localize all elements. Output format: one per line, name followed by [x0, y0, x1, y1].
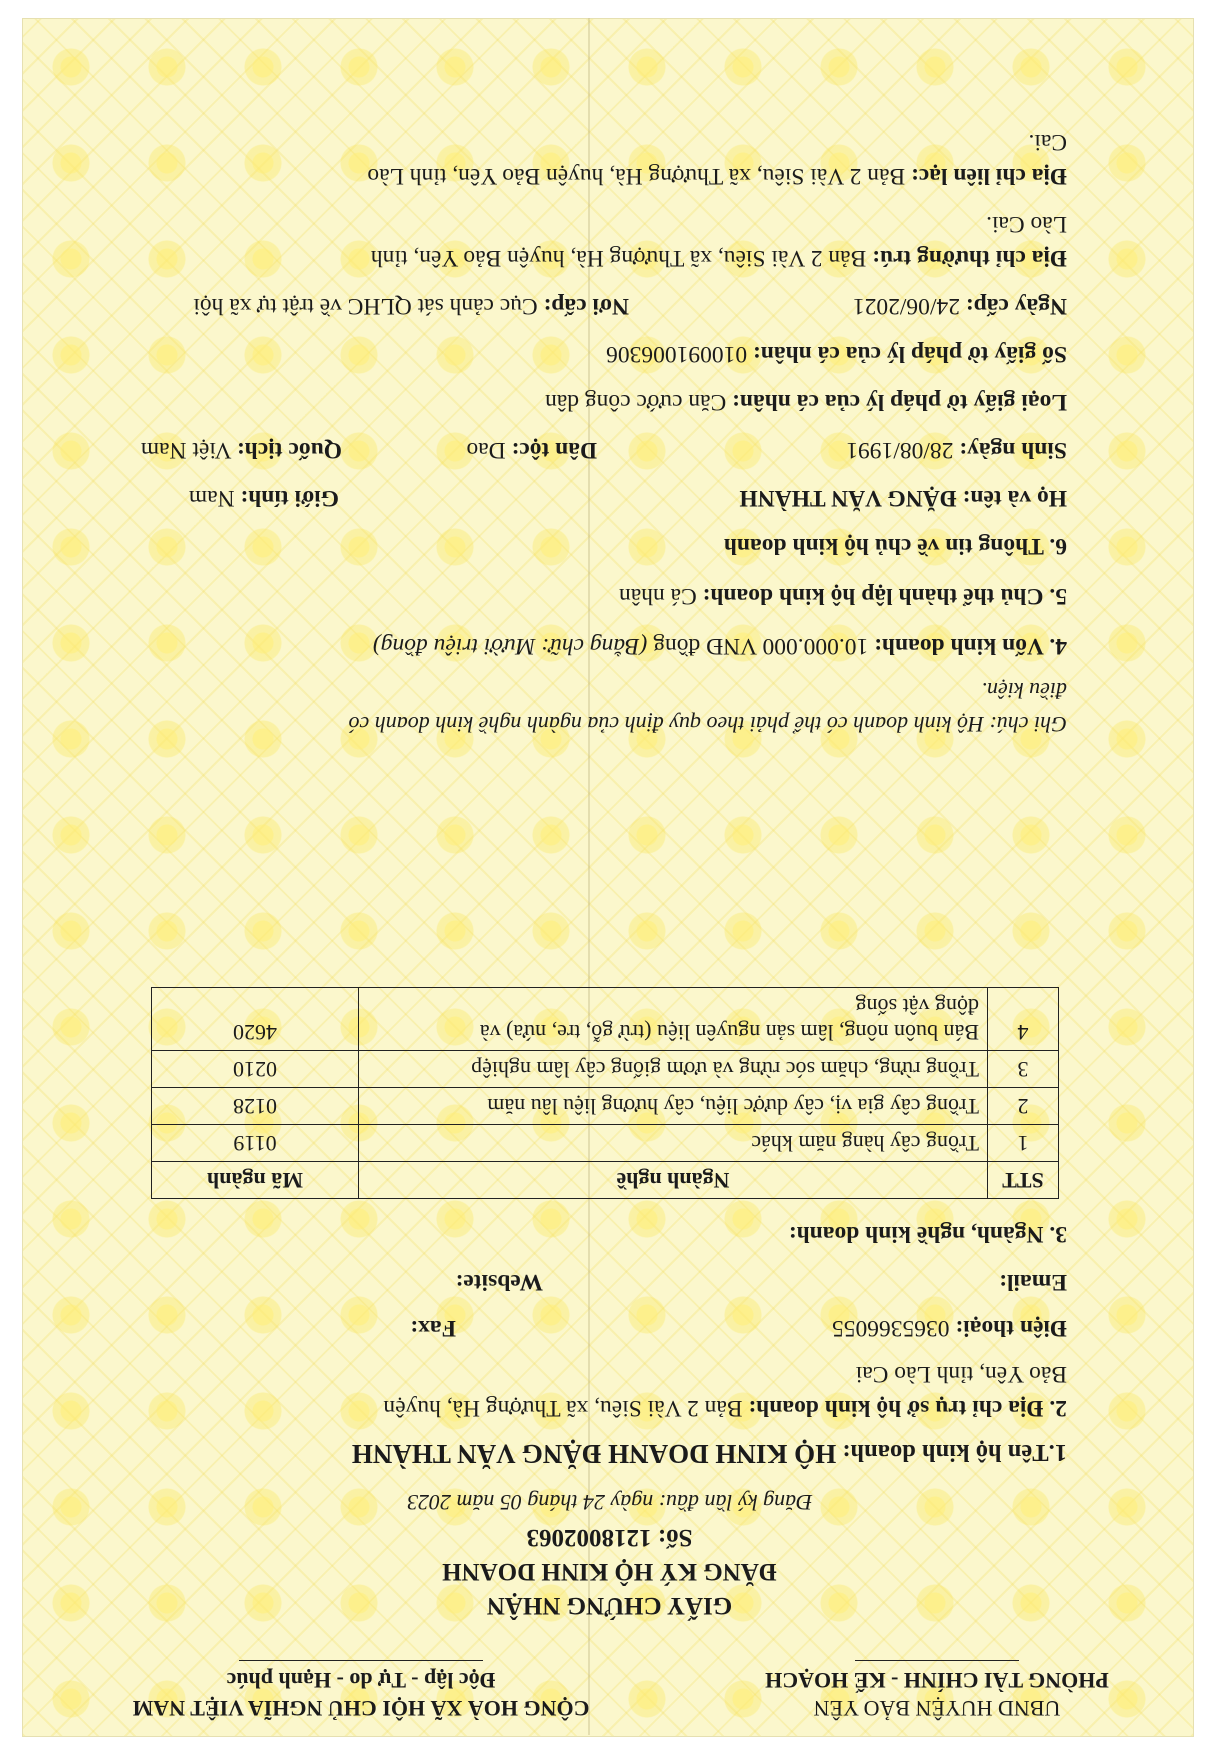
owner-gender-label: Giới tính:: [240, 485, 339, 511]
owner-idno-value: 010091006306: [606, 341, 748, 367]
business-address-value: Bản 2 Vài Siêu, xã Thượng Hà, huyện: [383, 1395, 743, 1421]
owner-contact-address-line: [367, 162, 1067, 189]
certificate-subtitle: ĐĂNG KÝ HỘ KINH DOANH: [442, 1558, 777, 1585]
owner-ethnic-line: [466, 436, 597, 463]
phone-label: Điện thoại:: [955, 1315, 1067, 1341]
business-name-line: [352, 1438, 1067, 1469]
header-right-underline: [239, 1660, 483, 1661]
row-business-line: Trồng rừng, chăm sóc rừng và ươm giống cây lâm nghiệp: [359, 1051, 988, 1088]
owner-idno-label: Số giấy tờ pháp lý của cá nhân:: [752, 341, 1067, 367]
row-code: 0119: [152, 1125, 359, 1162]
col-business-line: Ngành nghề: [359, 1162, 988, 1199]
row-code: 0128: [152, 1088, 359, 1125]
row-stt: 4: [988, 988, 1059, 1051]
owner-idtype-value: Căn cước công dân: [545, 389, 727, 415]
row-business-line: Trồng cây gia vị, cây dược liệu, cây hương liệu lâu năm: [359, 1088, 988, 1125]
header-right-line2: Độc lập - Tự do - Hạnh phúc: [226, 1668, 496, 1693]
row-stt: 3: [988, 1051, 1059, 1088]
row-code: 0210: [152, 1051, 359, 1088]
table-row: [152, 988, 1059, 1051]
row-business-line: Trồng cây hàng năm khác: [359, 1125, 988, 1162]
owner-issue-place-value: Cục cảnh sát QLHC về trật tự xã hội: [193, 293, 538, 319]
owner-idno-line: [606, 340, 1067, 367]
col-stt: STT: [988, 1162, 1059, 1199]
website-label: Website:: [455, 1269, 543, 1295]
owner-ethnic-value: Dao: [466, 437, 506, 463]
row-code: 4620: [152, 988, 359, 1051]
table-row: [152, 1125, 1059, 1162]
owner-name-value: ĐẶNG VĂN THÀNH: [739, 485, 957, 511]
capital-value: 10.000.000 VNĐ đồng: [653, 633, 869, 659]
row-stt: 2: [988, 1088, 1059, 1125]
owner-nationality-line: [141, 436, 342, 463]
header-left-line1: UBND HUYỆN BẢO YÊN: [813, 1696, 1061, 1721]
owner-issue-date-line: [853, 292, 1067, 319]
owner-permanent-address-value: Bản 2 Vài Siêu, xã Thượng Hà, huyện Bảo Yên, tỉnh: [370, 245, 867, 271]
owner-contact-address-line2: Cai.: [1028, 129, 1067, 155]
founder-type-line: [619, 582, 1067, 609]
owner-permanent-address-line: [371, 244, 1067, 271]
owner-permanent-address-label: Địa chỉ thường trú:: [872, 245, 1067, 271]
capital-in-words: (Bằng chữ: Mười triệu đồng): [372, 633, 648, 659]
header-left-line2: PHÒNG TÀI CHÍNH - KẾ HOẠCH: [765, 1668, 1109, 1693]
col-code: Mã ngành: [152, 1162, 359, 1199]
founder-type-value: Cá nhân: [619, 583, 697, 609]
owner-dob-line: [846, 436, 1067, 463]
capital-label: 4. Vốn kinh doanh:: [874, 633, 1067, 659]
header-right-line1: CỘNG HOÀ XÃ HỘI CHỦ NGHĨA VIỆT NAM: [132, 1696, 590, 1721]
row-stt: 1: [988, 1125, 1059, 1162]
business-lines-heading: 3. Ngành, nghề kinh doanh:: [788, 1221, 1067, 1247]
certificate-title: GIẤY CHỨNG NHẬN: [486, 1592, 733, 1619]
fax-label: Fax:: [410, 1315, 456, 1341]
note-line1: Ghi chú: Hộ kinh doanh có thể phải theo quy định của ngành nghề kinh doanh có: [348, 712, 1067, 737]
table-header-row: [152, 1162, 1059, 1199]
phone-value: 0365366055: [832, 1315, 950, 1341]
owner-gender-value: Nam: [188, 485, 235, 511]
owner-permanent-address-line2: Lào Cai.: [986, 211, 1067, 237]
owner-nationality-label: Quốc tịch:: [236, 437, 342, 463]
business-name-label: 1.Tên hộ kinh doanh:: [842, 1439, 1067, 1466]
note-line2: điều kiện.: [981, 678, 1067, 703]
owner-info-heading: 6. Thông tin về chủ hộ kinh doanh: [723, 533, 1067, 559]
owner-issue-place-label: Nơi cấp:: [543, 293, 629, 319]
owner-ethnic-label: Dân tộc:: [511, 437, 597, 463]
owner-idtype-label: Loại giấy tờ pháp lý của cá nhân:: [732, 389, 1067, 415]
business-address-line: [383, 1394, 1067, 1421]
certificate-number: Số: 1218002063: [526, 1524, 693, 1551]
business-lines-table: [151, 987, 1059, 1199]
business-address-label: 2. Địa chỉ trụ sở hộ kinh doanh:: [748, 1395, 1067, 1421]
owner-name-line: [740, 484, 1068, 511]
owner-dob-value: 28/08/1991: [846, 437, 954, 463]
owner-idtype-line: [545, 388, 1067, 415]
owner-name-label: Họ và tên:: [962, 485, 1067, 511]
owner-issue-date-label: Ngày cấp:: [965, 293, 1067, 319]
first-registration-date: Đăng ký lần đầu: ngày 24 tháng 05 năm 2023: [406, 1490, 813, 1515]
row-business-line: [359, 988, 988, 1051]
table-row: [152, 1051, 1059, 1088]
owner-nationality-value: Việt Nam: [140, 437, 232, 463]
business-address-line2: Bảo Yên, tỉnh Lào Cai: [855, 1361, 1067, 1387]
founder-type-label: 5. Chủ thể thành lập hộ kinh doanh:: [702, 583, 1067, 609]
row-business-line-part1: Bán buôn nông, lâm sản nguyên liệu (trừ gỗ, tre, nứa) và: [479, 1020, 979, 1045]
owner-contact-address-value: Bản 2 Vài Siêu, xã Thượng Hà, huyện Bảo Yên, tỉnh Lào: [367, 163, 906, 189]
owner-contact-address-label: Địa chỉ liên lạc:: [911, 163, 1067, 189]
header-left-underline: [855, 1660, 1019, 1661]
capital-line: [373, 632, 1067, 659]
owner-dob-label: Sinh ngày:: [959, 437, 1067, 463]
email-label: Email:: [999, 1269, 1067, 1295]
business-name-value: HỘ KINH DOANH ĐẶNG VĂN THÀNH: [351, 1439, 837, 1469]
owner-issue-place-line: [193, 292, 629, 319]
table-row: [152, 1088, 1059, 1125]
owner-gender-line: [189, 484, 339, 511]
row-business-line-part2: động vật sống: [855, 994, 979, 1019]
phone-line: [832, 1314, 1067, 1341]
owner-issue-date-value: 24/06/2021: [852, 293, 960, 319]
